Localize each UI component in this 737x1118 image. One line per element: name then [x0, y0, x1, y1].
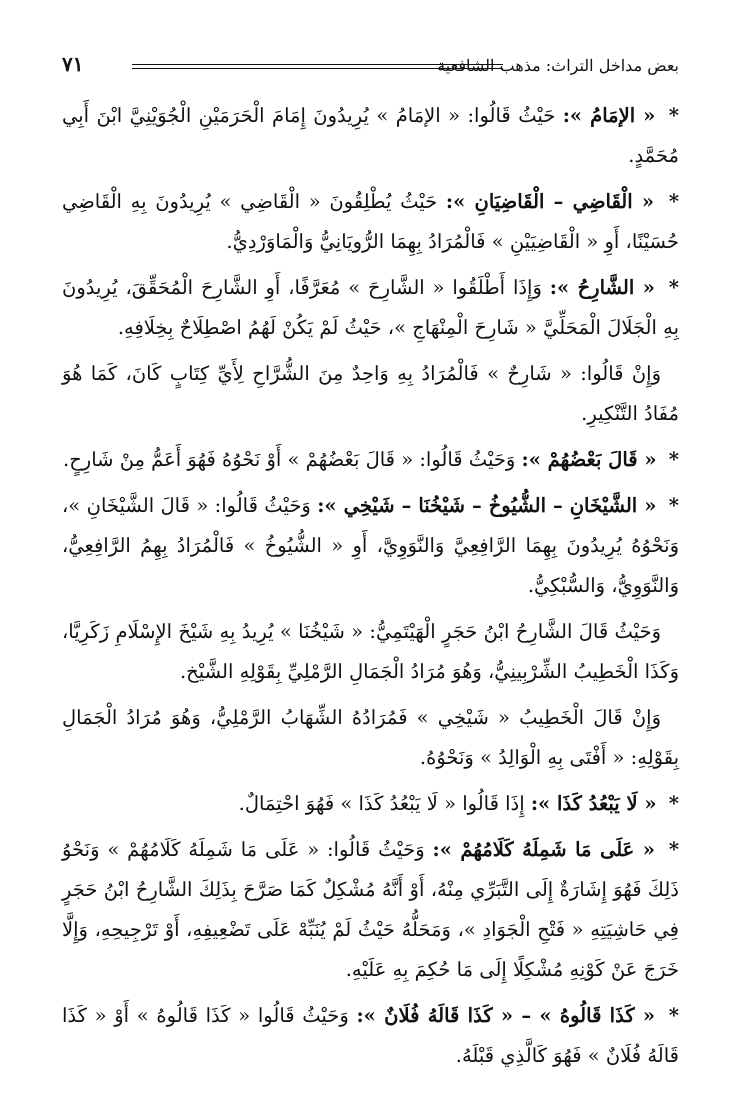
term-heading: « الْقَاضِي – الْقَاضِيَانِ »: [445, 190, 655, 213]
page-header [62, 52, 679, 86]
bullet-symbol: * [668, 190, 680, 213]
paragraph-shaykhan [62, 486, 679, 606]
term-heading: « الإمَامُ »: [562, 104, 656, 127]
paragraph-text: وَإِذَا أَطْلَقُوا « الشَّارِحَ » مُعَرَّفًا، أَوِ الشَّارِحَ الْمُحَقِّقَ، يُرِيدُونَ بِهِ الْجَلَالَ الْمَحَلِّيَّ « شَارِحَ الْمِنْهَاجِ »، حَيْثُ لَمْ يَكُنْ لَهُمُ اصْطِلَاحٌ بِخِلَافِهِ. [62, 276, 679, 339]
term-heading: « كَذَا قَالُوهُ » – « كَذَا قَالَهُ فُلَانٌ »: [356, 1004, 656, 1027]
paragraph-text: وَإِنْ قَالُوا: « شَارِحٌ » فَالْمُرَادُ بِهِ وَاحِدٌ مِنَ الشُّرَّاحِ لِأَيِّ كِتَابٍ كَانَ، كَمَا هُوَ مُفَادُ التَّنْكِيرِ. [62, 362, 679, 425]
bullet-symbol: * [668, 792, 679, 815]
paragraph-imam [62, 96, 679, 176]
document-body [62, 96, 679, 1076]
term-heading: « لَا يَبْعُدُ كَذَا »: [530, 792, 657, 815]
paragraph-kadha-qaluhu [62, 996, 679, 1076]
paragraph-sharih-indefinite [62, 354, 679, 434]
running-title: بعض مداخل التراث: مذهب الشافعية [437, 56, 679, 75]
term-heading: « الشَّارِحُ »: [549, 276, 655, 299]
bullet-symbol: * [668, 1004, 679, 1027]
paragraph-text: وَحَيْثُ قَالُوا: « قَالَ بَعْضُهُمْ » أَوْ نَحْوُهُ فَهُوَ أَعَمُّ مِنْ شَارِحٍ. [63, 448, 522, 471]
paragraph-text: وَحَيْثُ قَالُوا « كَذَا قَالُوهُ » أَوْ « كَذَا قَالَهُ فُلَانٌ » فَهُوَ كَالَّذِي قَبْلَهُ. [62, 1004, 679, 1067]
paragraph-qala-badhum [62, 440, 679, 480]
bullet-symbol: * [668, 448, 679, 471]
term-heading: « الشَّيْخَانِ – الشُّيُوخُ – شَيْخُنَا – شَيْخِي »: [317, 494, 657, 517]
paragraph-text: إِذَا قَالُوا « لَا يَبْعُدُ كَذَا » فَهُوَ احْتِمَالٌ. [238, 792, 531, 815]
paragraph-text: وَحَيْثُ قَالُوا: « عَلَى مَا شَمِلَهُ كَلَامُهُمْ » وَنَحْوُ ذَلِكَ فَهُوَ إِشَارَةٌ إِلَى التَّبَرِّي مِنْهُ، أَوْ أَنَّهُ مُشْكِلٌ كَمَا صَرَّحَ بِذَلِكَ الشَّارِحُ ابْنُ حَجَرٍ فِي حَاشِيَتِهِ « فَتْحِ الْجَوَادِ »، وَمَحَلُّهُ حَيْثُ لَمْ يُنَبِّهْ عَلَى تَضْعِيفِهِ، أَوْ تَرْجِيحِهِ، وَإِلَّا خَرَجَ عَنْ كَوْنِهِ مُشْكِلًا إِلَى مَا حُكِمَ بِهِ عَلَيْهِ. [62, 838, 679, 981]
term-heading: « قَالَ بَعْضُهُمْ »: [521, 448, 657, 471]
paragraph-qadi [62, 182, 679, 262]
bullet-symbol: * [668, 276, 679, 299]
bullet-symbol: * [668, 838, 680, 861]
paragraph-shaykhuna [62, 612, 679, 692]
bullet-symbol: * [668, 494, 679, 517]
paragraph-sharih [62, 268, 679, 348]
paragraph-text: حَيْثُ يُطْلِقُونَ « الْقَاضِي » يُرِيدُونَ بِهِ الْقَاضِي حُسَيْنًا، أَوِ « الْقَاضِيَيْنِ » فَالْمُرَادُ بِهِمَا الرُّويَانِيُّ وَالْمَاوَرْدِيُّ. [62, 190, 679, 253]
paragraph-text: وَحَيْثُ قَالُوا: « قَالَ الشَّيْخَانِ »، وَنَحْوُهُ يُرِيدُونَ بِهِمَا الرَّافِعِيَّ وَالنَّوَوِيَّ، أَوِ « الشُّيُوخُ » فَالْمُرَادُ بِهِمُ الرَّافِعِيُّ، وَالنَّوَوِيُّ، وَالسُّبْكِيُّ. [62, 494, 679, 597]
bullet-symbol: * [668, 104, 679, 127]
page-number: ٧١ [62, 52, 84, 76]
header-rule [132, 64, 503, 69]
paragraph-text: حَيْثُ قَالُوا: « الإمَامُ » يُرِيدُونَ إِمَامَ الْحَرَمَيْنِ الْجُوَيْنِيَّ ابْنَ أَبِي مُحَمَّدٍ. [62, 104, 679, 167]
paragraph-text: وَحَيْثُ قَالَ الشَّارِحُ ابْنُ حَجَرٍ الْهَيْتَمِيُّ: « شَيْخُنَا » يُرِيدُ بِهِ شَيْخَ الإِسْلَامِ زَكَرِيَّا، وَكَذَا الْخَطِيبُ الشِّرْبِينِيُّ، وَهُوَ مُرَادُ الْجَمَالِ الرَّمْلِيِّ بِقَوْلِهِ الشَّيْخ. [62, 620, 679, 683]
paragraph-la-yabud [62, 784, 679, 824]
paragraph-shaykhi [62, 698, 679, 778]
paragraph-ala-ma-shamilahu [62, 830, 679, 990]
paragraph-text: وَإِنْ قَالَ الْخَطِيبُ « شَيْخِي » فَمُرَادُهُ الشِّهَابُ الرَّمْلِيُّ، وَهُوَ مُرَادُ الْجَمَالِ بِقَوْلِهِ: « أَفْتَى بِهِ الْوَالِدُ » وَنَحْوُهُ. [62, 706, 679, 769]
term-heading: « عَلَى مَا شَمِلَهُ كَلَامُهُمْ »: [432, 838, 655, 861]
